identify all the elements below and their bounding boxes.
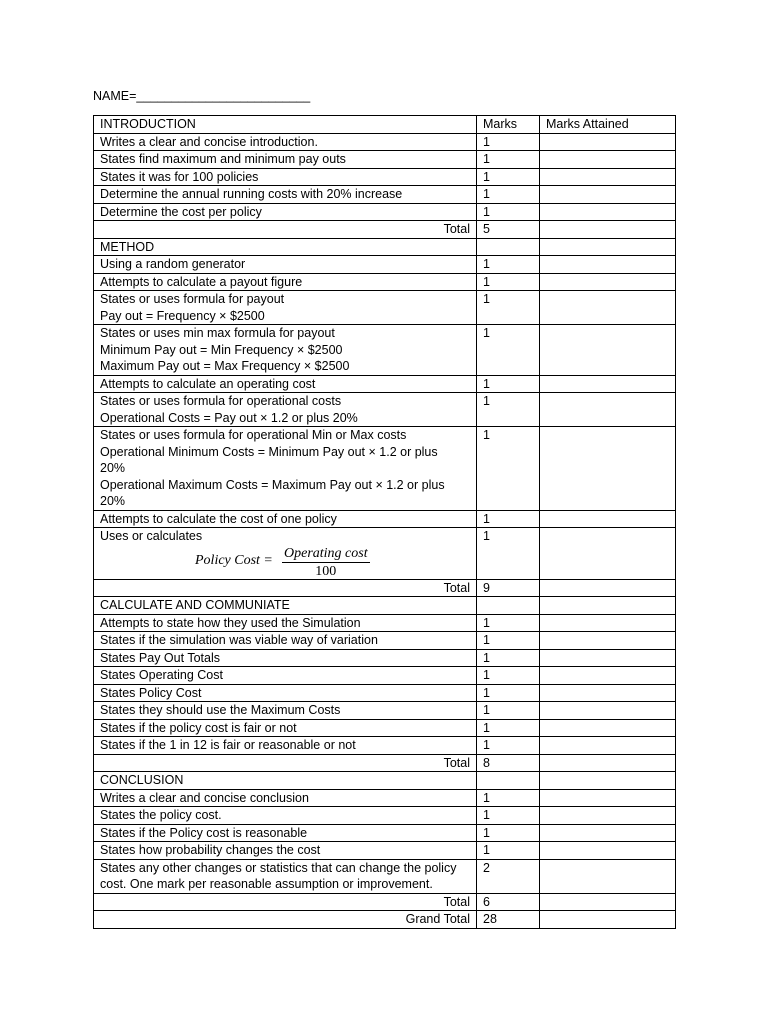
- marks-attained-column-header: Marks Attained: [540, 116, 676, 134]
- criterion-text: Operational Costs = Pay out × 1.2 or plus 20%: [100, 410, 358, 425]
- criterion-cell: [94, 684, 477, 702]
- marks-attained-cell[interactable]: [540, 824, 676, 842]
- criterion-text: Attempts to calculate an operating cost: [100, 376, 316, 391]
- calculate-criterion-row: [94, 632, 676, 650]
- introduction-total-row: [94, 221, 676, 239]
- marks-cell: 1: [477, 427, 540, 511]
- method-criterion-row: [94, 375, 676, 393]
- marks-cell: 1: [477, 789, 540, 807]
- criterion-text: Attempts to calculate the cost of one policy: [100, 511, 337, 526]
- criterion-text: Operational Minimum Costs = Minimum Pay out × 1.2 or plus: [100, 444, 438, 459]
- criterion-text: States if the Policy cost is reasonable: [100, 825, 308, 840]
- criterion-cell: [94, 824, 477, 842]
- conclusion-criterion-row: [94, 842, 676, 860]
- marks-attained-cell[interactable]: [540, 893, 676, 911]
- criterion-text: States any other changes or statistics that can change the policy: [100, 860, 457, 875]
- formula-numerator: Operating cost: [284, 545, 368, 561]
- marks-attained-cell[interactable]: [540, 203, 676, 221]
- criterion-text: Writes a clear and concise conclusion: [100, 790, 309, 805]
- marks-cell: 1: [477, 684, 540, 702]
- criterion-text: States if the policy cost is fair or not: [100, 720, 297, 735]
- criterion-text: Uses or calculates: [100, 529, 203, 543]
- criterion-text: States if the 1 in 12 is fair or reasonable or not: [100, 738, 356, 752]
- total-label: Total: [94, 754, 477, 772]
- calculate-total-row: [94, 754, 676, 772]
- marks-attained-cell[interactable]: [540, 684, 676, 702]
- marks-attained-cell[interactable]: [540, 221, 676, 239]
- criterion-cell: [94, 151, 477, 169]
- criterion-text: Writes a clear and concise introduction.: [100, 134, 318, 149]
- marks-cell: 1: [477, 510, 540, 528]
- marks-cell: 1: [477, 824, 540, 842]
- marks-attained-cell[interactable]: [540, 273, 676, 291]
- marks-attained-cell[interactable]: [540, 737, 676, 755]
- marks-cell: 1: [477, 273, 540, 291]
- introduction-criterion-row: [94, 203, 676, 221]
- conclusion-total-row: [94, 893, 676, 911]
- marks-attained-cell[interactable]: [540, 597, 676, 615]
- criterion-text: States or uses formula for payout: [100, 292, 285, 306]
- criterion-text: Minimum Pay out = Min Frequency × $2500: [100, 342, 343, 357]
- marks-attained-cell[interactable]: [540, 375, 676, 393]
- criterion-cell: [94, 842, 477, 860]
- criterion-cell: [94, 186, 477, 204]
- criterion-cell: [94, 859, 477, 893]
- header-row: [94, 116, 676, 134]
- calculate-criterion-row: [94, 614, 676, 632]
- marks-attained-cell[interactable]: [540, 133, 676, 151]
- marks-cell: 1: [477, 632, 540, 650]
- grand-total-row: [94, 911, 676, 929]
- total-marks: 9: [477, 579, 540, 597]
- marks-attained-cell[interactable]: [540, 702, 676, 720]
- introduction-criterion-row: [94, 133, 676, 151]
- marks-attained-cell[interactable]: [540, 186, 676, 204]
- marks-cell: 1: [477, 375, 540, 393]
- total-label: Grand Total: [94, 911, 477, 929]
- marks-cell: 1: [477, 393, 540, 427]
- marks-cell: 1: [477, 256, 540, 274]
- criterion-cell: [94, 393, 477, 427]
- marks-cell: 1: [477, 807, 540, 825]
- formula-denominator: 100: [315, 563, 337, 579]
- formula-lhs: Policy Cost =: [195, 552, 273, 568]
- marks-cell: 1: [477, 133, 540, 151]
- criterion-cell: [94, 291, 477, 325]
- marks-attained-cell[interactable]: [540, 427, 676, 511]
- marks-attained-cell[interactable]: [540, 238, 676, 256]
- criterion-text: Maximum Pay out = Max Frequency × $2500: [100, 359, 350, 373]
- method-criterion-row: [94, 325, 676, 376]
- introduction-criterion-row: [94, 151, 676, 169]
- criterion-cell: [94, 528, 477, 580]
- conclusion-criterion-row: [94, 824, 676, 842]
- marks-attained-cell[interactable]: [540, 393, 676, 427]
- marks-attained-cell[interactable]: [540, 911, 676, 929]
- introduction-criterion-row: [94, 186, 676, 204]
- marks-cell: 2: [477, 859, 540, 893]
- marks-attained-cell[interactable]: [540, 719, 676, 737]
- marks-attained-cell[interactable]: [540, 325, 676, 376]
- marks-cell: 1: [477, 186, 540, 204]
- marks-cell: 1: [477, 151, 540, 169]
- criterion-text: States it was for 100 policies: [100, 169, 259, 184]
- criterion-text: Attempts to state how they used the Simulation: [100, 615, 361, 630]
- method-heading-row: [94, 238, 676, 256]
- total-marks: 6: [477, 893, 540, 911]
- criterion-text: Attempts to calculate a payout figure: [100, 274, 303, 289]
- criterion-text: States or uses min max formula for payout: [100, 326, 335, 340]
- conclusion-criterion-row: [94, 807, 676, 825]
- criterion-cell: [94, 667, 477, 685]
- total-marks: 28: [477, 911, 540, 929]
- introduction-criterion-row: [94, 168, 676, 186]
- criterion-text: States or uses formula for operational costs: [100, 394, 342, 408]
- criterion-text: Using a random generator: [100, 257, 246, 271]
- marks-attained-cell[interactable]: [540, 256, 676, 274]
- marks-cell: 1: [477, 667, 540, 685]
- marks-attained-cell[interactable]: [540, 789, 676, 807]
- method-heading: METHOD: [94, 238, 477, 256]
- method-criterion-row: [94, 393, 676, 427]
- criterion-cell: [94, 256, 477, 274]
- conclusion-criterion-row: [94, 789, 676, 807]
- marks-cell: 1: [477, 203, 540, 221]
- method-total-row: [94, 579, 676, 597]
- method-criterion-row: [94, 256, 676, 274]
- marks-attained-cell[interactable]: [540, 842, 676, 860]
- conclusion-heading: CONCLUSION: [94, 772, 477, 790]
- marks-attained-cell[interactable]: [540, 291, 676, 325]
- criterion-cell: [94, 649, 477, 667]
- marks-attained-cell[interactable]: [540, 807, 676, 825]
- criterion-text: Determine the annual running costs with 20% increase: [100, 187, 403, 201]
- method-criterion-row: [94, 427, 676, 511]
- marks-attained-cell[interactable]: [540, 632, 676, 650]
- marks-attained-cell[interactable]: [540, 754, 676, 772]
- formula-fraction: [282, 545, 370, 580]
- criterion-cell: [94, 203, 477, 221]
- marks-cell: [477, 238, 540, 256]
- method-criterion-row: [94, 291, 676, 325]
- marks-attained-cell[interactable]: [540, 151, 676, 169]
- total-marks: 5: [477, 221, 540, 239]
- criterion-cell: [94, 737, 477, 755]
- total-label: Total: [94, 579, 477, 597]
- method-criterion-row: [94, 510, 676, 528]
- criterion-text: 20%: [100, 494, 126, 508]
- calculate-criterion-row: [94, 719, 676, 737]
- marks-cell: 1: [477, 719, 540, 737]
- criterion-text: States if the simulation was viable way of variation: [100, 633, 378, 647]
- total-label: Total: [94, 893, 477, 911]
- introduction-heading: INTRODUCTION: [94, 116, 477, 134]
- criterion-cell: [94, 614, 477, 632]
- calculate-criterion-row: [94, 702, 676, 720]
- criterion-text: States Operating Cost: [100, 668, 223, 682]
- calculate-criterion-row: [94, 684, 676, 702]
- marks-attained-cell[interactable]: [540, 772, 676, 790]
- marks-attained-cell[interactable]: [540, 859, 676, 893]
- marks-cell: 1: [477, 649, 540, 667]
- criterion-cell: [94, 427, 477, 511]
- conclusion-criterion-row: [94, 859, 676, 893]
- marks-cell: 1: [477, 737, 540, 755]
- criterion-text: States find maximum and minimum pay outs: [100, 152, 346, 166]
- marks-attained-cell[interactable]: [540, 168, 676, 186]
- marks-cell: [477, 772, 540, 790]
- criterion-cell: [94, 719, 477, 737]
- criterion-cell: [94, 273, 477, 291]
- calculate-criterion-row: [94, 737, 676, 755]
- method-criterion-row: [94, 528, 676, 580]
- marks-cell: 1: [477, 702, 540, 720]
- criterion-cell: [94, 789, 477, 807]
- criterion-text: 20%: [100, 461, 126, 475]
- marks-cell: 1: [477, 614, 540, 632]
- criterion-text: Operational Maximum Costs = Maximum Pay out × 1.2 or plus: [100, 477, 445, 492]
- marks-attained-cell[interactable]: [540, 510, 676, 528]
- name-field-label: NAME=_________________________: [93, 89, 311, 103]
- criterion-text: Determine the cost per policy: [100, 204, 262, 219]
- total-marks: 8: [477, 754, 540, 772]
- calculate-criterion-row: [94, 667, 676, 685]
- conclusion-heading-row: [94, 772, 676, 790]
- marks-attained-cell[interactable]: [540, 614, 676, 632]
- criterion-text: States they should use the Maximum Costs: [100, 703, 341, 717]
- marking-rubric-table: [93, 115, 676, 929]
- policy-cost-formula: [100, 545, 470, 579]
- calculate-heading: CALCULATE AND COMMUNIATE: [94, 597, 477, 615]
- method-criterion-row: [94, 273, 676, 291]
- calculate-heading-row: [94, 597, 676, 615]
- criterion-text: States or uses formula for operational Min or Max costs: [100, 428, 407, 442]
- criterion-cell: [94, 133, 477, 151]
- criterion-cell: [94, 702, 477, 720]
- marks-attained-cell[interactable]: [540, 667, 676, 685]
- criterion-cell: [94, 807, 477, 825]
- criterion-cell: [94, 168, 477, 186]
- marks-cell: 1: [477, 325, 540, 376]
- criterion-cell: [94, 375, 477, 393]
- marks-attained-cell[interactable]: [540, 579, 676, 597]
- marks-cell: 1: [477, 168, 540, 186]
- criterion-cell: [94, 632, 477, 650]
- marks-column-header: Marks: [477, 116, 540, 134]
- criterion-text: States Policy Cost: [100, 685, 202, 700]
- marks-cell: 1: [477, 842, 540, 860]
- calculate-criterion-row: [94, 649, 676, 667]
- marks-attained-cell[interactable]: [540, 649, 676, 667]
- criterion-text: cost. One mark per reasonable assumption or improvement.: [100, 877, 433, 891]
- marks-cell: 1: [477, 291, 540, 325]
- criterion-cell: [94, 510, 477, 528]
- marks-attained-cell[interactable]: [540, 528, 676, 580]
- criterion-text: States Pay Out Totals: [100, 650, 220, 665]
- criterion-text: Pay out = Frequency × $2500: [100, 308, 265, 323]
- criterion-cell: [94, 325, 477, 376]
- criterion-text: States the policy cost.: [100, 808, 222, 822]
- total-label: Total: [94, 221, 477, 239]
- criterion-text: States how probability changes the cost: [100, 843, 321, 857]
- marks-cell: [477, 597, 540, 615]
- marks-cell: 1: [477, 528, 540, 580]
